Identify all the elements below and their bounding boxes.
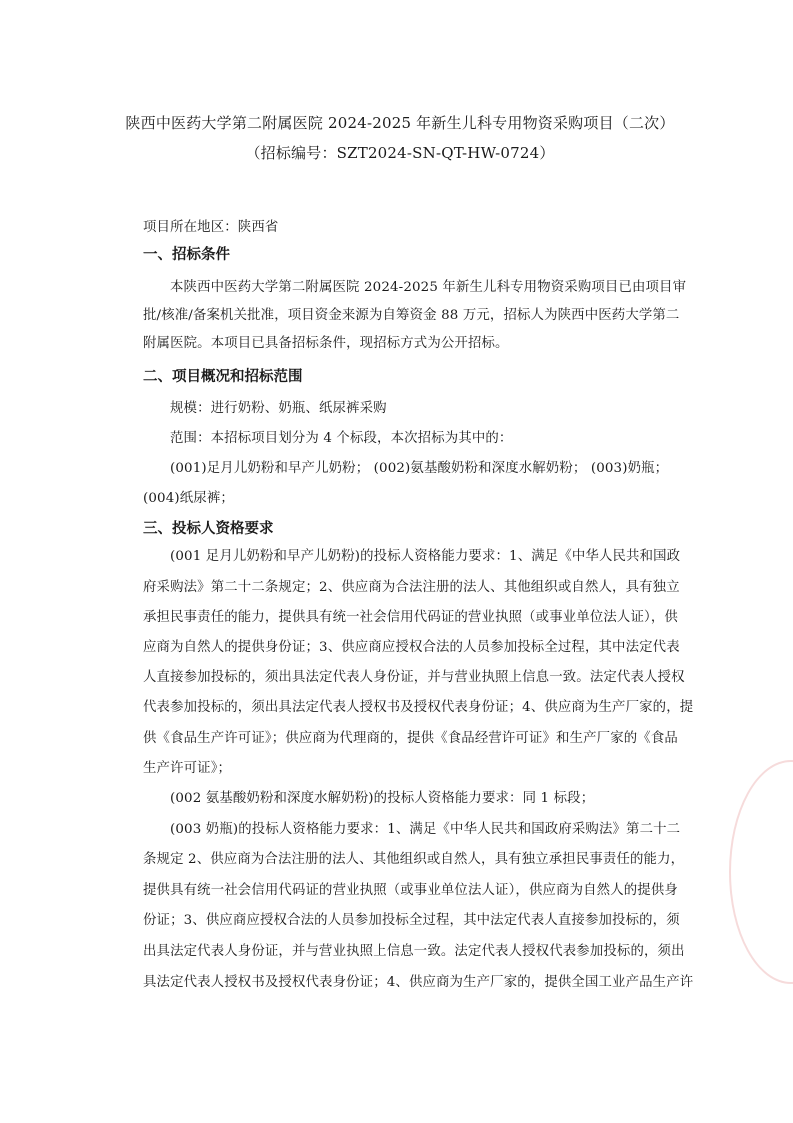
section2-line: (001)足月儿奶粉和早产儿奶粉； (002)氨基酸奶粉和深度水解奶粉； (003)奶瓶；	[170, 461, 669, 476]
section3-line: (002 氨基酸奶粉和深度水解奶粉)的投标人资格能力要求：同 1 标段；	[170, 791, 595, 806]
section3-line: 承担民事责任的能力，提供具有统一社会信用代码证的营业执照（或事业单位法人证），供	[143, 610, 678, 625]
section2-line: (004)纸尿裤；	[143, 491, 234, 506]
section3-line: 生产许可证》；	[143, 761, 232, 776]
section2-line: 范围：本招标项目划分为 4 个标段，本次招标为其中的：	[170, 431, 513, 446]
section3-line: 提供具有统一社会信用代码证的营业执照（或事业单位法人证），供应商为自然人的提供身	[143, 883, 678, 898]
section3-line: 条规定 2、供应商为合法注册的法人、其他组织或自然人，具有独立承担民事责任的能力，	[143, 852, 685, 867]
section1-line: 批/核准/备案机关批准，项目资金来源为自筹资金 88 万元，招标人为陕西中医药大学第二	[143, 308, 680, 323]
section3-line: 份证；3、供应商应授权合法的人员参加投标全过程，其中法定代表人直接参加投标的，须	[143, 913, 680, 928]
section3-line: 代表参加投标的，须出具法定代表人授权书及授权代表身份证；4、供应商为生产厂家的，提	[143, 700, 694, 715]
project-region: 项目所在地区：陕西省	[143, 220, 279, 235]
section3-line: 人直接参加投标的，须出具法定代表人身份证，并与营业执照上信息一致。法定代表人授权	[143, 670, 685, 685]
section3-heading: 三、投标人资格要求	[143, 521, 274, 537]
section1-heading: 一、招标条件	[143, 247, 230, 263]
section1-line: 附属医院。本项目已具备招标条件，现招标方式为公开招标。	[143, 336, 509, 351]
section3-line: 具法定代表人授权书及授权代表身份证；4、供应商为生产厂家的，提供全国工业产品生产许	[143, 975, 694, 990]
section3-line: 出具法定代表人身份证，并与营业执照上信息一致。法定代表人授权代表参加投标的，须出	[143, 944, 685, 959]
section2-heading: 二、项目概况和招标范围	[143, 369, 303, 385]
section3-line: (003 奶瓶)的投标人资格能力要求：1、满足《中华人民共和国政府采购法》第二十二	[170, 822, 681, 837]
tender-number: （招标编号：SZT2024-SN-QT-HW-0724）	[245, 144, 555, 162]
document-title: 陕西中医药大学第二附属医院 2024-2025 年新生儿科专用物资采购项目（二次）	[125, 114, 675, 132]
section3-line: (001 足月儿奶粉和早产儿奶粉)的投标人资格能力要求：1、满足《中华人民共和国政	[170, 549, 681, 564]
section2-line: 规模：进行奶粉、奶瓶、纸尿裤采购	[170, 401, 387, 416]
section3-line: 应商为自然人的提供身份证；3、供应商应授权合法的人员参加投标全过程，其中法定代表	[143, 640, 680, 655]
section3-line: 供《食品生产许可证》；供应商为代理商的，提供《食品经营许可证》和生产厂家的《食品	[143, 731, 678, 746]
section1-line: 本陕西中医药大学第二附属医院 2024-2025 年新生儿科专用物资采购项目已由项目审	[170, 280, 687, 295]
official-seal-edge	[729, 760, 793, 984]
section3-line: 府采购法》第二十二条规定；2、供应商为合法注册的法人、其他组织或自然人，具有独立	[143, 580, 680, 595]
